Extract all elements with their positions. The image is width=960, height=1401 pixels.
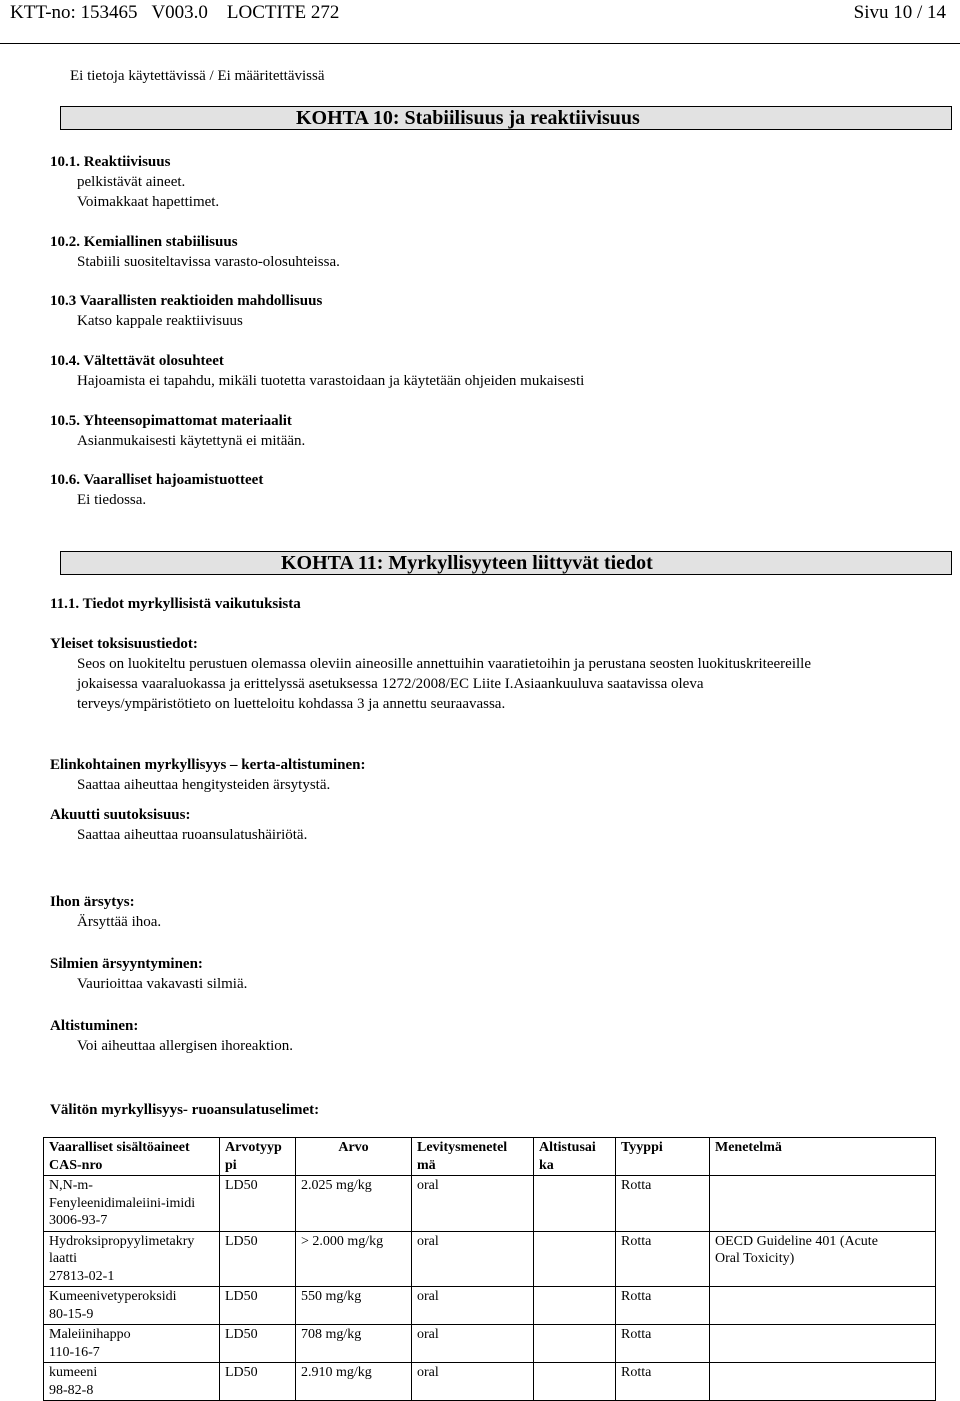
- pre-note: Ei tietoja käytettävissä / Ei määritettävissä: [70, 68, 325, 84]
- table-header-cell: Menetelmä: [710, 1138, 936, 1176]
- section-11-title: KOHTA 11: Myrkyllisyyteen liittyvät tiedot: [281, 552, 653, 574]
- page-number: Sivu 10 / 14: [853, 2, 946, 23]
- section-10-banner: [60, 106, 952, 130]
- general-tox-text: [50, 654, 960, 714]
- section-10-title: KOHTA 10: Stabiilisuus ja reaktiivisuus: [296, 107, 640, 129]
- section-10-item-text: Stabiili suositeltavissa varasto-olosuhteissa.: [77, 254, 340, 270]
- table-cell: 708 mg/kg: [296, 1325, 412, 1363]
- table-cell: 2.025 mg/kg: [296, 1176, 412, 1232]
- table-row: [44, 1287, 936, 1325]
- table-header-cell: Arvotyyp pi: [220, 1138, 296, 1176]
- table-cell: [534, 1363, 616, 1401]
- table-cell: [534, 1325, 616, 1363]
- table-cell: Hydroksipropyylimetakry laatti 27813-02-1: [44, 1231, 220, 1287]
- general-tox-line: jokaisessa vaaraluokassa ja erittelyssä asetuksessa 1272/2008/EC Liite I.Asiaankuuluva saatavissa oleva: [77, 676, 704, 692]
- acute-toxicity-table: [43, 1137, 936, 1401]
- table-cell: Rotta: [616, 1287, 710, 1325]
- section-10-item-text: Katso kappale reaktiivisuus: [77, 313, 243, 329]
- section-10-item-text: Asianmukaisesti käytettynä ei mitään.: [77, 433, 306, 449]
- general-tox-line: terveys/ympäristötieto on luetteloitu kohdassa 3 ja annettu seuraavassa.: [77, 696, 506, 712]
- table-header-cell: Arvo: [296, 1138, 412, 1176]
- table-cell: oral: [412, 1363, 534, 1401]
- table-header-cell: Altistusai ka: [534, 1138, 616, 1176]
- document-id: KTT-no: 153465 V003.0 LOCTITE 272: [10, 2, 340, 23]
- exposure-heading: Altistuminen:: [50, 1018, 139, 1034]
- table-cell: oral: [412, 1325, 534, 1363]
- table-cell: Rotta: [616, 1231, 710, 1287]
- table-cell: Kumeenivetyperoksidi 80-15-9: [44, 1287, 220, 1325]
- section-10-item-heading: 10.2. Kemiallinen stabiilisuus: [50, 234, 238, 250]
- eye-heading: Silmien ärsyyntyminen:: [50, 956, 203, 972]
- skin-heading: Ihon ärsytys:: [50, 894, 135, 910]
- general-tox-heading: Yleiset toksisuustiedot:: [50, 636, 198, 652]
- table-cell: kumeeni 98-82-8: [44, 1363, 220, 1401]
- section-10-item-heading: 10.1. Reaktiivisuus: [50, 154, 171, 170]
- table-header-row: [44, 1138, 936, 1176]
- table-cell: LD50: [220, 1287, 296, 1325]
- table-cell: [710, 1176, 936, 1232]
- oral-text: Saattaa aiheuttaa ruoansulatushäiriötä.: [77, 827, 308, 843]
- table-cell: N,N-m- Fenyleenidimaleiini-imidi 3006-93-7: [44, 1176, 220, 1232]
- subsection-11-1: 11.1. Tiedot myrkyllisistä vaikutuksista: [50, 596, 301, 612]
- table-cell: oral: [412, 1231, 534, 1287]
- table-cell: Rotta: [616, 1176, 710, 1232]
- section-10-item-heading: 10.5. Yhteensopimattomat materiaalit: [50, 413, 292, 429]
- table-cell: > 2.000 mg/kg: [296, 1231, 412, 1287]
- table-cell: [710, 1363, 936, 1401]
- table-header-cell: Levitysmenetel mä: [412, 1138, 534, 1176]
- section-10-item-text: Hajoamista ei tapahdu, mikäli tuotetta varastoidaan ja käytetään ohjeiden mukaisesti: [77, 373, 585, 389]
- section-10-item-text: Ei tiedossa.: [77, 492, 147, 508]
- table-cell: oral: [412, 1176, 534, 1232]
- exposure-text: Voi aiheuttaa allergisen ihoreaktion.: [77, 1038, 294, 1054]
- section-10-item-text: Voimakkaat hapettimet.: [77, 194, 220, 210]
- table-cell: LD50: [220, 1325, 296, 1363]
- table-heading: Välitön myrkyllisyys- ruoansulatuselimet:: [50, 1102, 320, 1118]
- table-cell: [710, 1287, 936, 1325]
- table-header-cell: Vaaralliset sisältöaineet CAS-nro: [44, 1138, 220, 1176]
- table-row: [44, 1176, 936, 1232]
- table-cell: LD50: [220, 1231, 296, 1287]
- table-cell: [534, 1176, 616, 1232]
- table-cell: Rotta: [616, 1363, 710, 1401]
- table-cell: [534, 1231, 616, 1287]
- table-cell: OECD Guideline 401 (Acute Oral Toxicity): [710, 1231, 936, 1287]
- header-rule: [0, 43, 960, 44]
- table-cell: LD50: [220, 1176, 296, 1232]
- table-cell: Rotta: [616, 1325, 710, 1363]
- section-10-item-heading: 10.4. Vältettävät olosuhteet: [50, 353, 224, 369]
- table-header-cell: Tyyppi: [616, 1138, 710, 1176]
- table-row: [44, 1363, 936, 1401]
- table-cell: 550 mg/kg: [296, 1287, 412, 1325]
- eye-text: Vaurioittaa vakavasti silmiä.: [77, 976, 248, 992]
- section-11-banner: [60, 551, 952, 575]
- table-cell: LD50: [220, 1363, 296, 1401]
- page-header: [6, 0, 954, 38]
- section-10-item-text: pelkistävät aineet.: [77, 174, 186, 190]
- stot-heading: Elinkohtainen myrkyllisyys – kerta-altistuminen:: [50, 757, 366, 773]
- table-cell: [710, 1325, 936, 1363]
- table-row: [44, 1231, 936, 1287]
- stot-text: Saattaa aiheuttaa hengitysteiden ärsytystä.: [77, 777, 331, 793]
- section-10-item-heading: 10.3 Vaarallisten reaktioiden mahdollisuus: [50, 293, 323, 309]
- general-tox-line: Seos on luokiteltu perustuen olemassa oleviin aineosille annettuihin vaaratietoihin ja perustana seosten luokituskriteereille: [77, 656, 811, 672]
- table-cell: 2.910 mg/kg: [296, 1363, 412, 1401]
- table-cell: Maleiinihappo 110-16-7: [44, 1325, 220, 1363]
- section-10-item-heading: 10.6. Vaaralliset hajoamistuotteet: [50, 472, 264, 488]
- table-row: [44, 1325, 936, 1363]
- table-cell: [534, 1287, 616, 1325]
- table-cell: oral: [412, 1287, 534, 1325]
- oral-heading: Akuutti suutoksisuus:: [50, 807, 191, 823]
- skin-text: Ärsyttää ihoa.: [77, 914, 162, 930]
